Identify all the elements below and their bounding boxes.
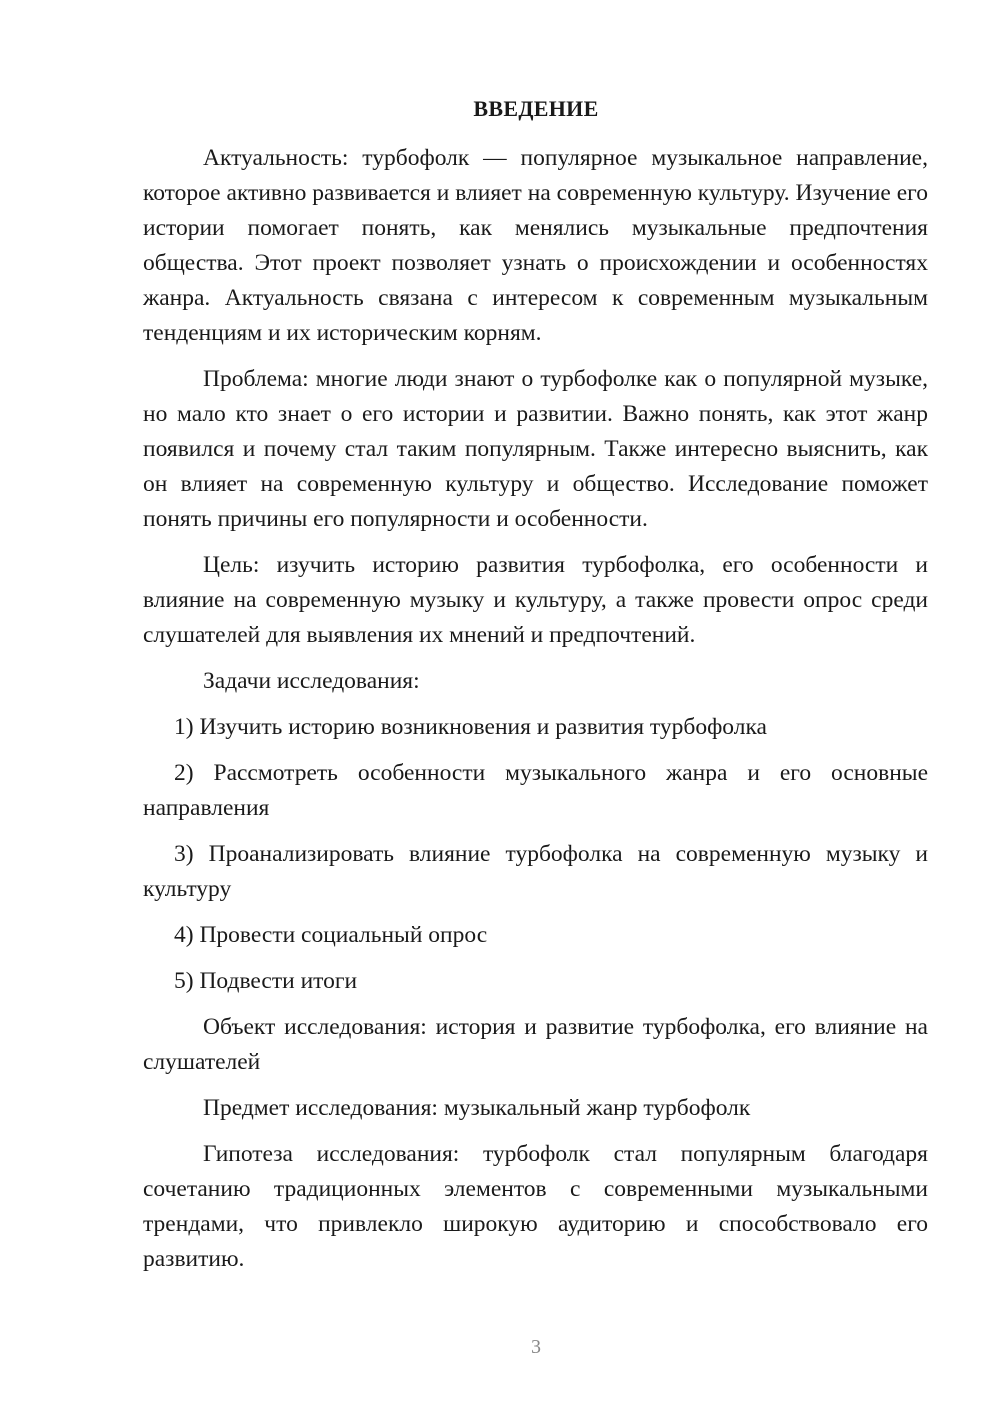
paragraph-relevance: Актуальность: турбофолк — популярное музыкальное направление, которое активно развивается и влияет на современную культуру. Изучение его истории помогает понять, как менялись музыкальные предпочтения общества. Этот проект позволяет узнать о происхождении и особенностях жанра. Актуальность связана с интересом к современным музыкальным тенденциям и их историческим корням. [143, 145, 928, 346]
paragraph-object: Объект исследования: история и развитие турбофолка, его влияние на слушателей [143, 1014, 928, 1075]
task-item-4: 4) Провести социальный опрос [174, 922, 488, 948]
paragraph-goal: Цель: изучить историю развития турбофолка, его особенности и влияние на современную музыку и культуру, а также провести опрос среди слушателей для выявления их мнений и предпочтений. [143, 552, 928, 648]
page-title: ВВЕДЕНИЕ [473, 96, 599, 121]
task-item-3: 3) Проанализировать влияние турбофолка на современную музыку и культуру [143, 841, 928, 902]
task-item-2: 2) Рассмотреть особенности музыкального жанра и его основные направления [143, 760, 928, 821]
paragraph-subject: Предмет исследования: музыкальный жанр турбофолк [203, 1095, 751, 1121]
page-number: 3 [531, 1336, 541, 1358]
paragraph-hypothesis: Гипотеза исследования: турбофолк стал популярным благодаря сочетанию традиционных элементов с современными музыкальными трендами, что привлекло широкую аудиторию и способствовало его развитию. [143, 1141, 928, 1272]
paragraph-problem: Проблема: многие люди знают о турбофолке как о популярной музыке, но мало кто знает о его истории и развитии. Важно понять, как этот жанр появился и почему стал таким популярным. Также интересно выяснить, как он влияет на современную культуру и общество. Исследование поможет понять причины его популярности и особенности. [143, 366, 928, 532]
task-item-1: 1) Изучить историю возникновения и развития турбофолка [174, 714, 767, 740]
tasks-title: Задачи исследования: [203, 668, 420, 694]
task-item-5: 5) Подвести итоги [174, 968, 358, 994]
document-body [143, 141, 928, 1277]
